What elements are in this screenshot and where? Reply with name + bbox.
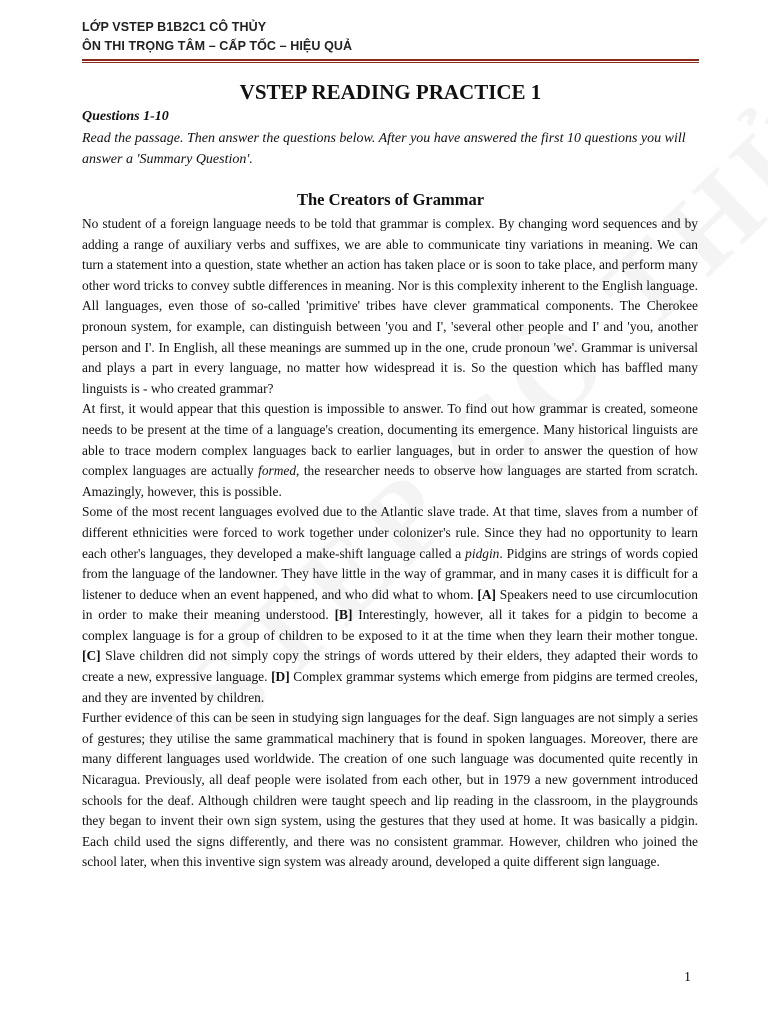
paragraph-1: No student of a foreign language needs to be told that grammar is complex. By changing word sequences and by adding a range of auxiliary verbs and suffixes, we are able to communicate tiny variations in meaning. We can turn a statement into a question, state whether an action has taken place or is soon to take place, and perform many other word tricks to convey subtle differences in meaning. Nor is this complexity inherent to the English language. All languages, even those of so-called 'primitive' tribes have clever grammatical components. The Cherokee pronoun system, for example, can distinguish between 'you and I', 'several other people and I' and 'you, another person and I'. In English, all these meanings are summed up in the one, crude pronoun 'we'. Grammar is universal and plays a part in every language, no matter how widespread it is. So the question which has baffled many linguists is - who created grammar? <box>82 216 698 396</box>
emphasis-formed: formed <box>258 463 297 479</box>
paragraph-3: Some of the most recent languages evolved due to the Atlantic slave trade. At that time, slaves from a number of different ethnicities were forced to work together under colonizer's rule. Since they had no opportunity to learn each other's languages, they developed a make-shift language called a pidgin. Pidgins are strings of words copied from the language of the landowner. They have little in the way of grammar, and in many cases it is difficult for a listener to deduce when an event happened, and who did what to whom. [A] Speakers need to use circumlocution in order to make their meaning understood. [B] Interestingly, however, all it takes for a pidgin to become a complex language is for a group of children to be exposed to it at the time when they learn their mother tongue. [C] Slave children did not simply copy the strings of words uttered by their elders, they adapted their words to create a new, expressive language. [D] Complex grammar systems which emerge from pidgins are termed creoles, and they are invented by children. <box>82 504 698 705</box>
header-line-1: LỚP VSTEP B1B2C1 CÔ THỦY <box>82 20 267 34</box>
header-rule <box>82 59 699 61</box>
passage-body <box>82 214 698 873</box>
insertion-marker-d: [D] <box>271 669 290 685</box>
page-title: VSTEP READING PRACTICE 1 <box>239 80 542 104</box>
page-number: 1 <box>684 970 691 985</box>
passage-title: The Creators of Grammar <box>296 190 485 209</box>
header-line-2: ÔN THI TRỌNG TÂM – CẤP TỐC – HIỆU QUẢ <box>82 39 353 53</box>
questions-label: Questions 1-10 <box>82 109 169 124</box>
paragraph-2: At first, it would appear that this question is impossible to answer. To find out how grammar is created, someone needs to be present at the time of a language's creation, documenting its emergence. Many historical linguists are able to trace modern complex languages back to earlier languages, but in order to answer the question of how complex languages are actually formed, the researcher needs to observe how languages are started from scratch. Amazingly, however, this is possible. <box>82 401 698 499</box>
insertion-marker-b: [B] <box>334 607 353 623</box>
emphasis-pidgin: pidgin <box>465 545 500 561</box>
instructions: Read the passage. Then answer the questions below. After you have answered the first 10 questions you will answer a 'Summary Question'. <box>82 131 686 167</box>
insertion-marker-c: [C] <box>82 648 101 664</box>
paragraph-4: Further evidence of this can be seen in studying sign languages for the deaf. Sign languages are not simply a series of gestures; they utilise the same grammatical machinery that is found in spoken languages. Moreover, there are many different languages used worldwide. The creation of one such language was documented quite recently in Nicaragua. Previously, all deaf people were isolated from each other, but in 1979 a new government introduced schools for the deaf. Although children were taught speech and lip reading in the classroom, in the playgrounds they began to invent their own sign system, using the gestures that they used at home. It was basically a pidgin. Each child used the signs differently, and there was no consistent grammar. However, children who joined the school later, when this inventive sign system was already around, developed a quite different sign language. <box>82 710 698 870</box>
page-header <box>82 18 698 56</box>
header-rule-thin <box>82 62 699 63</box>
insertion-marker-a: [A] <box>477 586 496 602</box>
